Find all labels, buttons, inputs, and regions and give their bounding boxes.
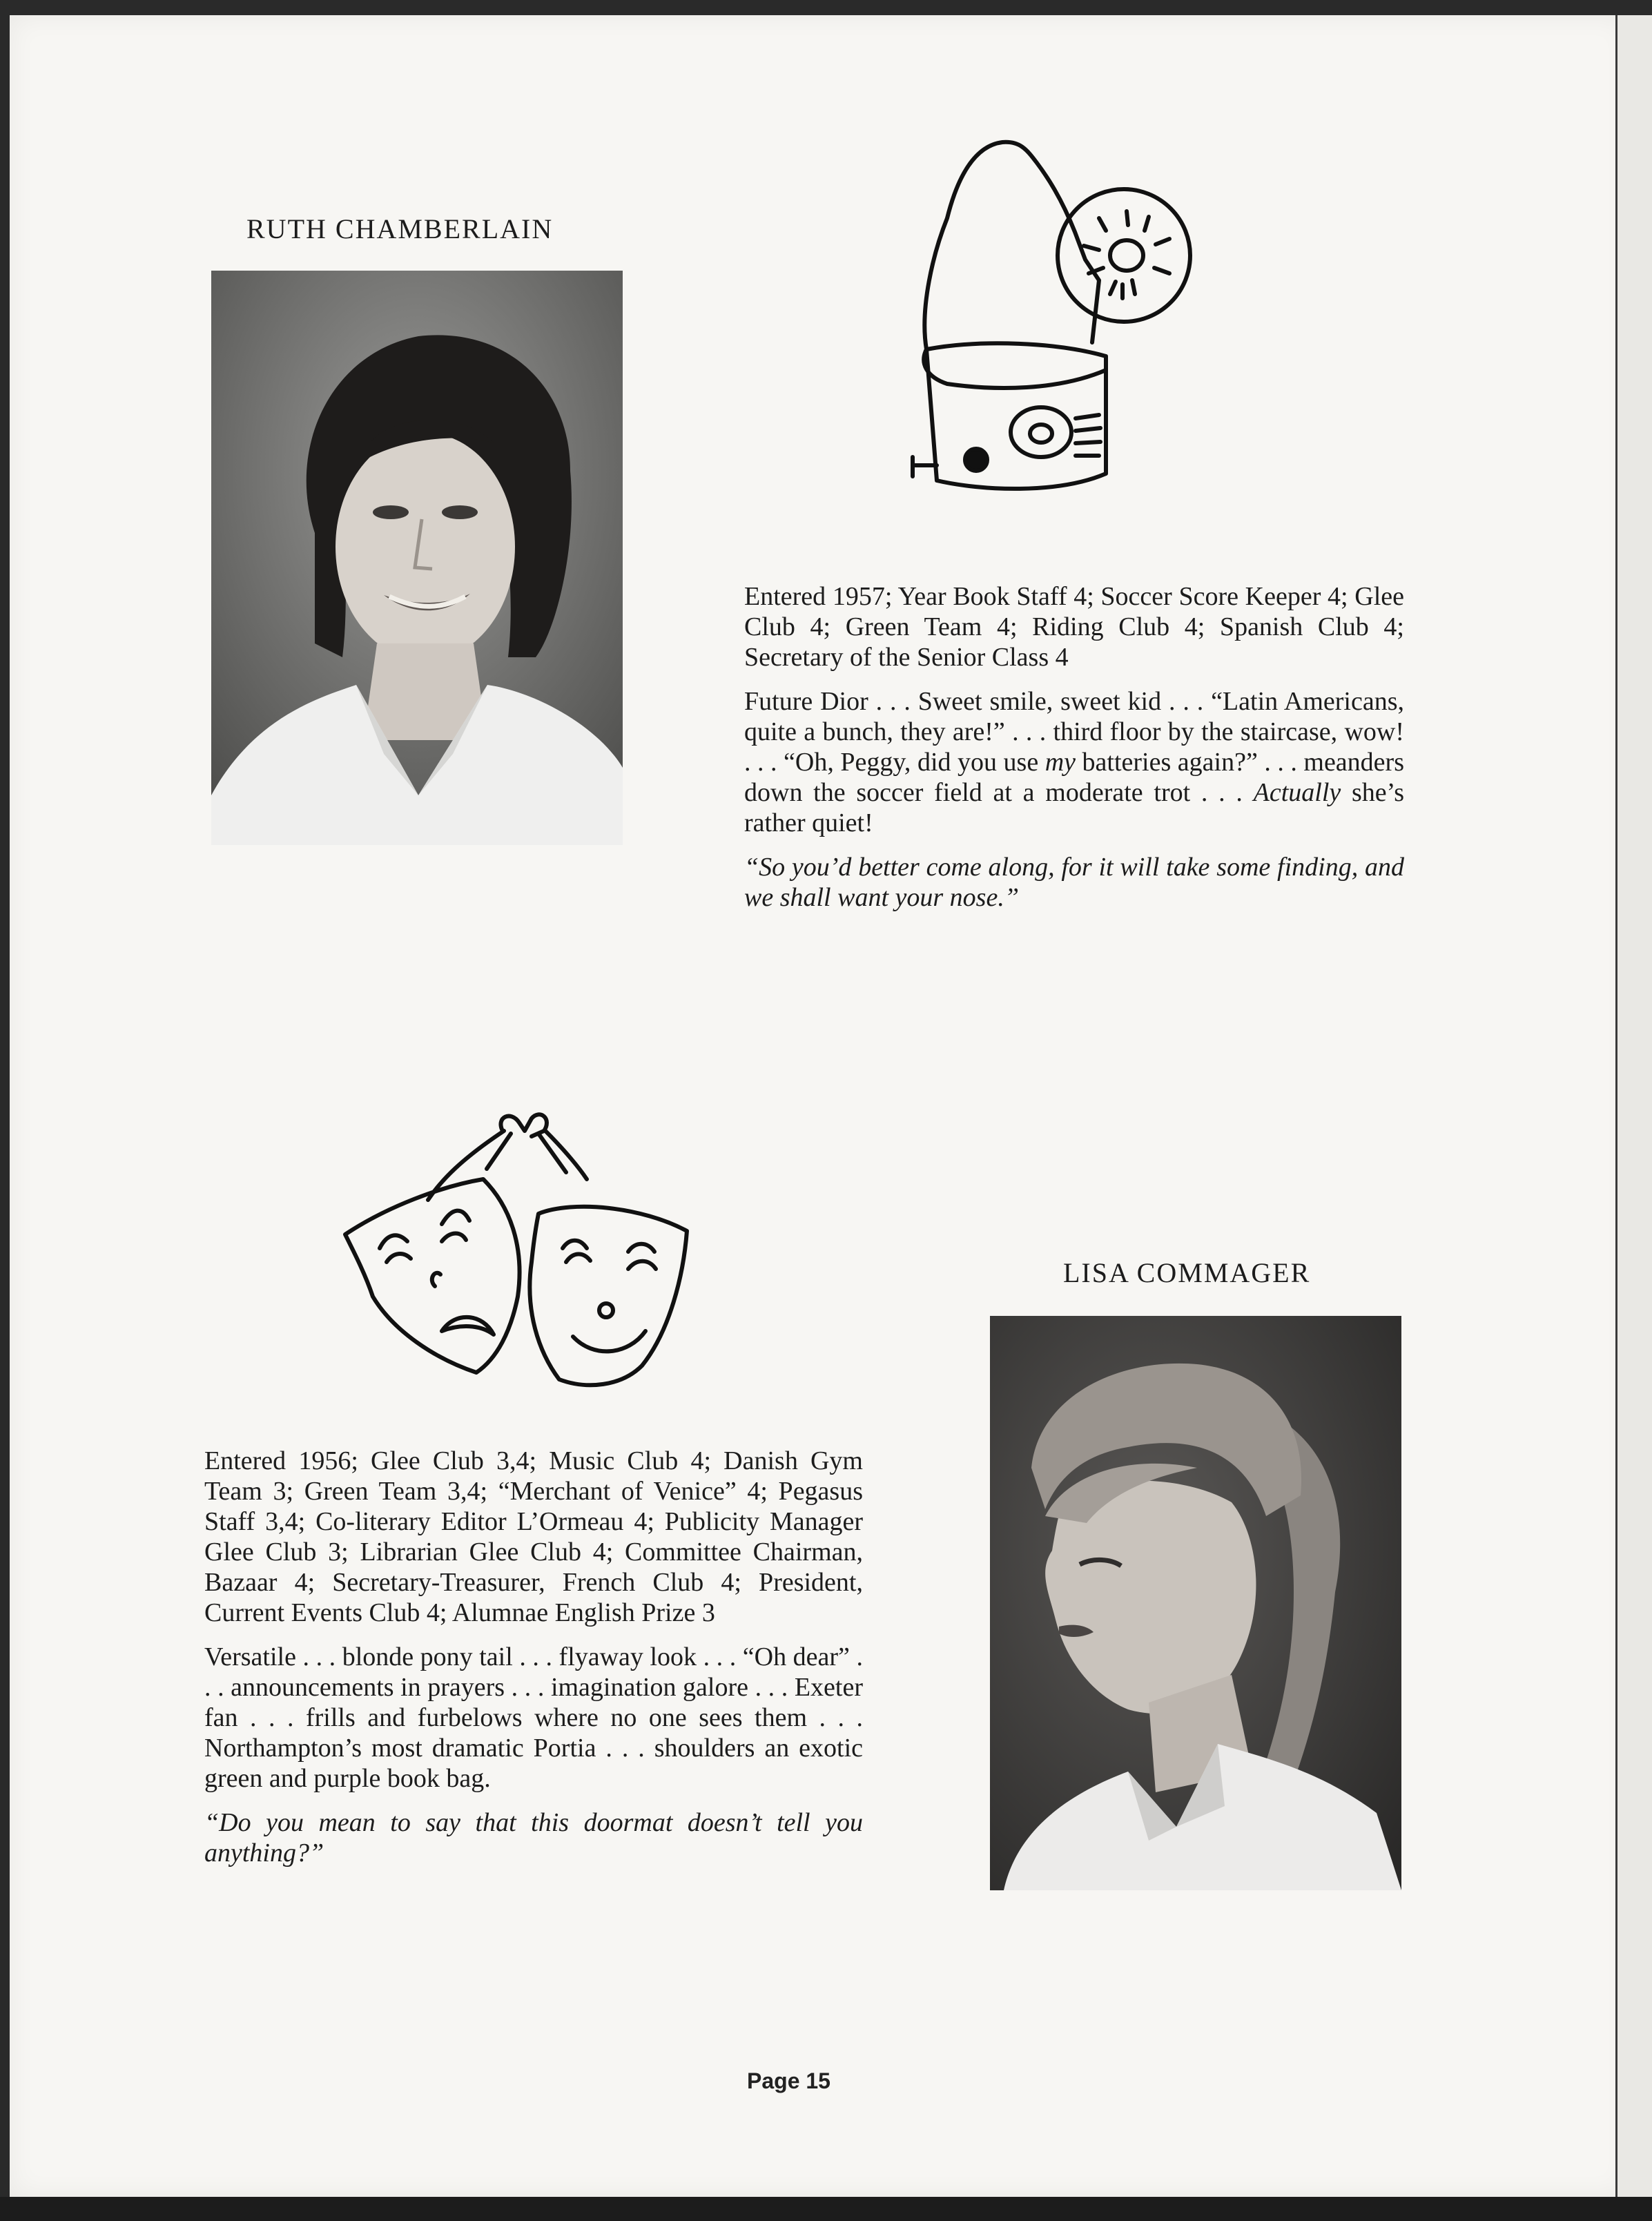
quote-ruth: “So you’d better come along, for it will take some finding, and we shall want your nose.” <box>744 853 1404 912</box>
activities-ruth: Entered 1957; Year Book Staff 4; Soccer Score Keeper 4; Glee Club 4; Green Team 4; Riding Club 4; Spanish Club 4; Secretary of the Senior Class 4 <box>744 582 1404 672</box>
page-edge <box>1615 15 1652 2221</box>
description-ruth: Future Dior . . . Sweet smile, sweet kid . . . “Latin Americans, quite a bunch, they are!” . . . third floor by the staircase, wow! . . . “Oh, Peggy, did you use my batteries again?” . . . meanders down the soccer field at a moderate trot . . . Actually she’s rather quiet! <box>744 687 1404 837</box>
activities-lisa: Entered 1956; Glee Club 3,4; Music Club 4; Danish Gym Team 3; Green Team 3,4; “Merchant of Venice” 4; Pegasus Staff 3,4; Co-literary Editor L’Ormeau 4; Publicity Manager Glee Club 3; Librarian Glee Club 4; Committee Chairman, Bazaar 4; Secretary-Treasurer, French Club 4; President, Current Events Club 4; Alumnae English Prize 3 <box>204 1446 863 1627</box>
description-lisa: Versatile . . . blonde pony tail . . . flyaway look . . . “Oh dear” . . . announcements in prayers . . . imagination galore . . . Exeter fan . . . frills and furbelows where no one sees them . . . Northampton’s most dramatic Portia . . . shoulders an exotic green and purple book bag. <box>204 1642 863 1793</box>
bio-ruth <box>744 581 1404 927</box>
portrait-photo-ruth <box>211 271 623 845</box>
portrait-lisa-illustration <box>990 1316 1401 1890</box>
scan-border <box>0 2197 1652 2221</box>
portrait-photo-lisa <box>990 1316 1401 1890</box>
student-name-ruth: RUTH CHAMBERLAIN <box>246 213 554 244</box>
radio-doodle-illustration <box>899 135 1203 508</box>
student-name-lisa: LISA COMMAGER <box>1063 1257 1311 1288</box>
bio-lisa <box>204 1446 863 1882</box>
quote-lisa: “Do you mean to say that this doormat doesn’t tell you anything?” <box>204 1808 863 1868</box>
drama-masks-illustration <box>338 1103 697 1393</box>
page-number: Page 15 <box>747 2068 830 2093</box>
portrait-ruth-illustration <box>211 271 623 845</box>
